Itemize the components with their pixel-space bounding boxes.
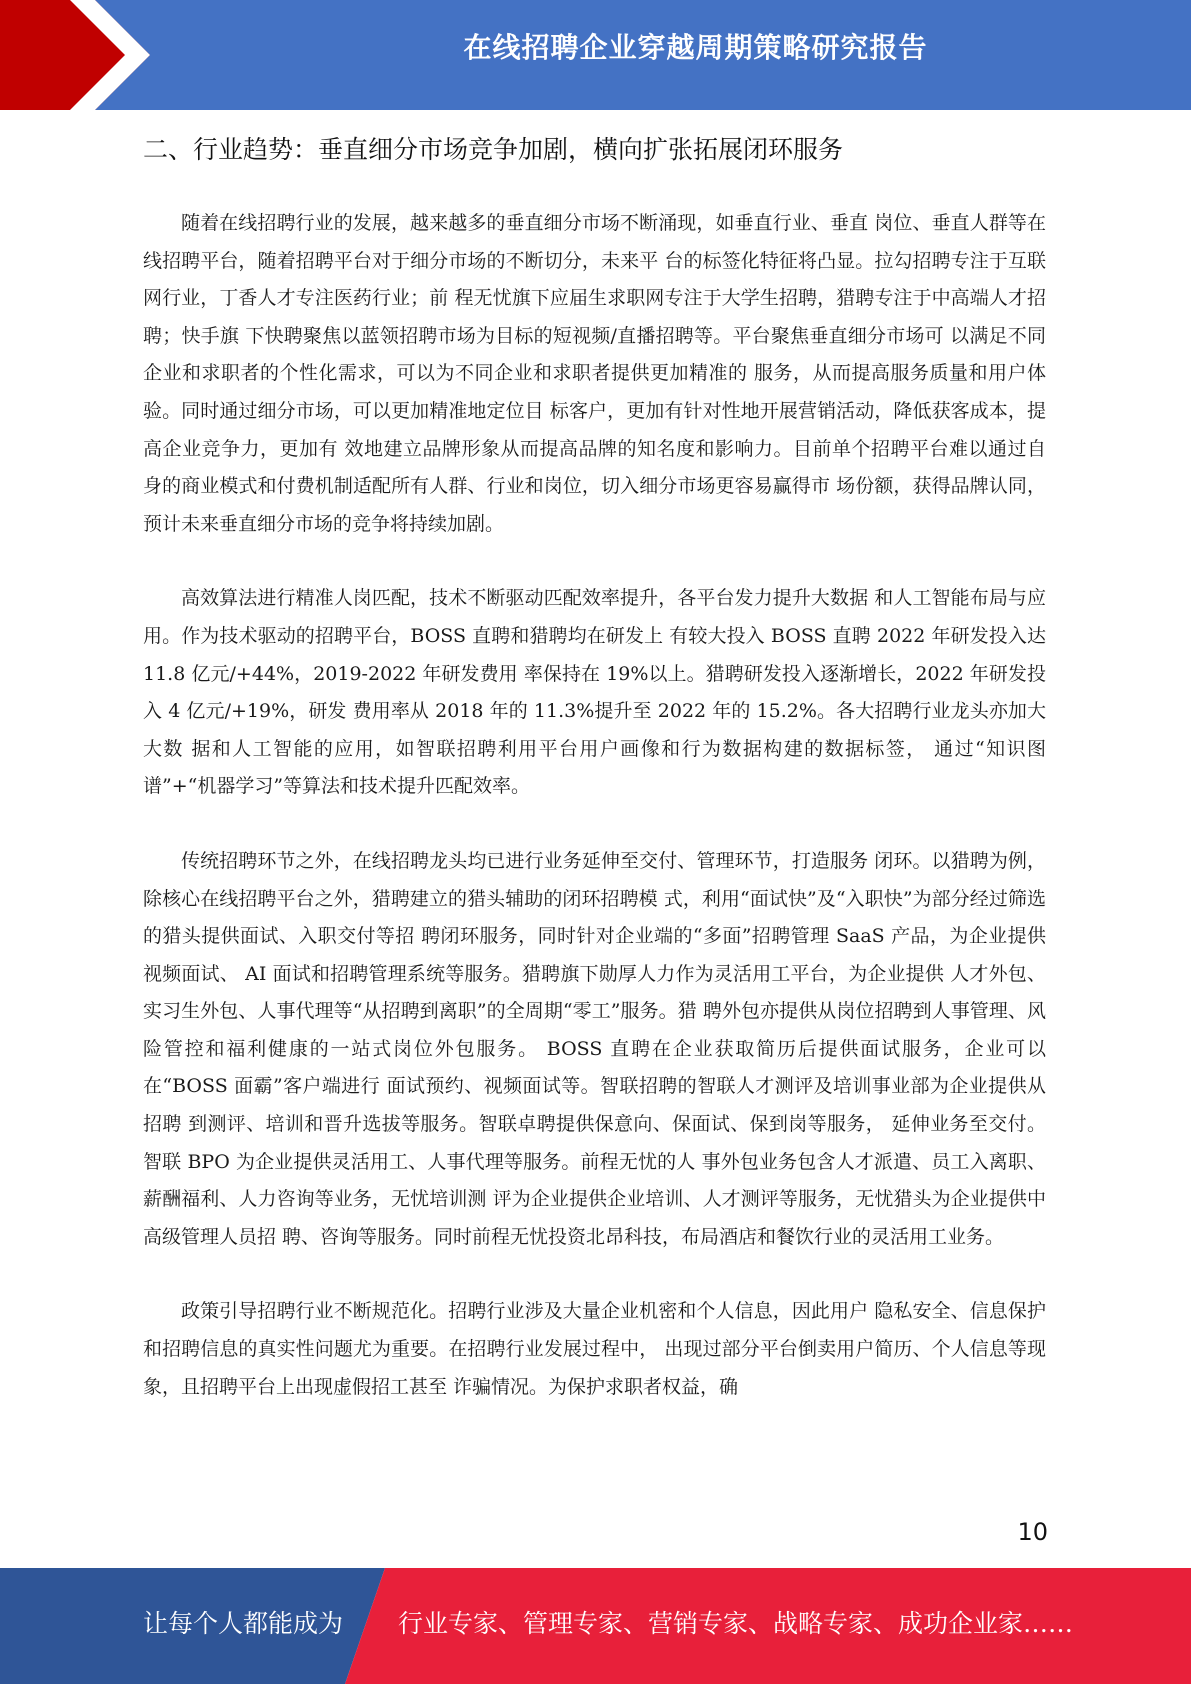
body-content (143, 205, 1046, 1443)
page-header (0, 0, 1191, 110)
footer-slogan-right: 行业专家、管理专家、营销专家、战略专家、成功企业家…… (398, 1609, 1074, 1638)
paragraph-policy-regulation: 政策引导招聘行业不断规范化。招聘行业涉及大量企业机密和个人信息，因此用户 隐私安全、信息保护和招聘信息的真实性问题尤为重要。在招聘行业发展过程中， 出现过部分平台倒卖用户简历、个人信息等现象，且招聘平台上出现虚假招工甚至 诈骗情况。为保护求职者权益，确 (143, 1300, 1046, 1398)
paragraph-algorithm-matching: 高效算法进行精准人岗匹配，技术不断驱动匹配效率提升，各平台发力提升大数据 和人工智能布局与应用。作为技术驱动的招聘平台，BOSS 直聘和猎聘均在研发上 有较大投入 BOSS 直聘 2022 年研发投入达 11.8 亿元/+44%，2019-2022 年研发费用 率保持在 19%以上。猎聘研发投入逐渐增长，2022 年研发投入 4 亿元/+19%，研发 费用率从 2018 年的 11.3%提升至 2022 年的 15.2%。各大招聘行业龙头亦加大大数 据和人工智能的应用，如智联招聘利用平台用户画像和行为数据构建的数据标签， 通过“知识图谱”+“机器学习”等算法和技术提升匹配效率。 (143, 587, 1046, 798)
section-heading: 二、行业趋势：垂直细分市场竞争加剧，横向扩张拓展闭环服务 (143, 135, 844, 164)
paragraph-vertical-markets: 随着在线招聘行业的发展，越来越多的垂直细分市场不断涌现，如垂直行业、垂直 岗位、垂直人群等在线招聘平台，随着招聘平台对于细分市场的不断切分，未来平 台的标签化特征将凸显。拉勾招聘专注于互联网行业，丁香人才专注医药行业；前 程无忧旗下应届生求职网专注于大学生招聘，猎聘专注于中高端人才招聘；快手旗 下快聘聚焦以蓝领招聘市场为目标的短视频/直播招聘等。平台聚焦垂直细分市场可 以满足不同企业和求职者的个性化需求，可以为不同企业和求职者提供更加精准的 服务，从而提高服务质量和用户体验。同时通过细分市场，可以更加精准地定位目 标客户，更加有针对性地开展营销活动，降低获客成本，提高企业竞争力，更加有 效地建立品牌形象从而提高品牌的知名度和影响力。目前单个招聘平台难以通过自 身的商业模式和付费机制适配所有人群、行业和岗位，切入细分市场更容易赢得市 场份额，获得品牌认同，预计未来垂直细分市场的竞争将持续加剧。 (143, 212, 1046, 535)
page-number: 10 (1017, 1518, 1048, 1546)
footer-slogan-left: 让每个人都能成为 (143, 1609, 344, 1638)
report-title: 在线招聘企业穿越周期策略研究报告 (463, 31, 928, 64)
page-footer (0, 1568, 1191, 1684)
paragraph-closed-loop-services: 传统招聘环节之外，在线招聘龙头均已进行业务延伸至交付、管理环节，打造服务 闭环。以猎聘为例，除核心在线招聘平台之外，猎聘建立的猎头辅助的闭环招聘模 式，利用“面试快”及“入职快”为部分经过筛选的猎头提供面试、入职交付等招 聘闭环服务，同时针对企业端的“多面”招聘管理 SaaS 产品，为企业提供视频面试、 AI 面试和招聘管理系统等服务。猎聘旗下勋厚人力作为灵活用工平台，为企业提供 人才外包、实习生外包、人事代理等“从招聘到离职”的全周期“零工”服务。猎 聘外包亦提供从岗位招聘到人事管理、风险管控和福利健康的一站式岗位外包服务。 BOSS 直聘在企业获取简历后提供面试服务，企业可以在“BOSS 面霸”客户端进行 面试预约、视频面试等。智联招聘的智联人才测评及培训事业部为企业提供从招聘 到测评、培训和晋升选拔等服务。智联卓聘提供保意向、保面试、保到岗等服务， 延伸业务至交付。智联 BPO 为企业提供灵活用工、人事代理等服务。前程无忧的人 事外包业务包含人才派遣、员工入离职、薪酬福利、人力咨询等业务，无忧培训测 评为企业提供企业培训、人才测评等服务，无忧猎头为企业提供中高级管理人员招 聘、咨询等服务。同时前程无忧投资北昂科技，布局酒店和餐饮行业的灵活用工业务。 (143, 849, 1046, 1248)
